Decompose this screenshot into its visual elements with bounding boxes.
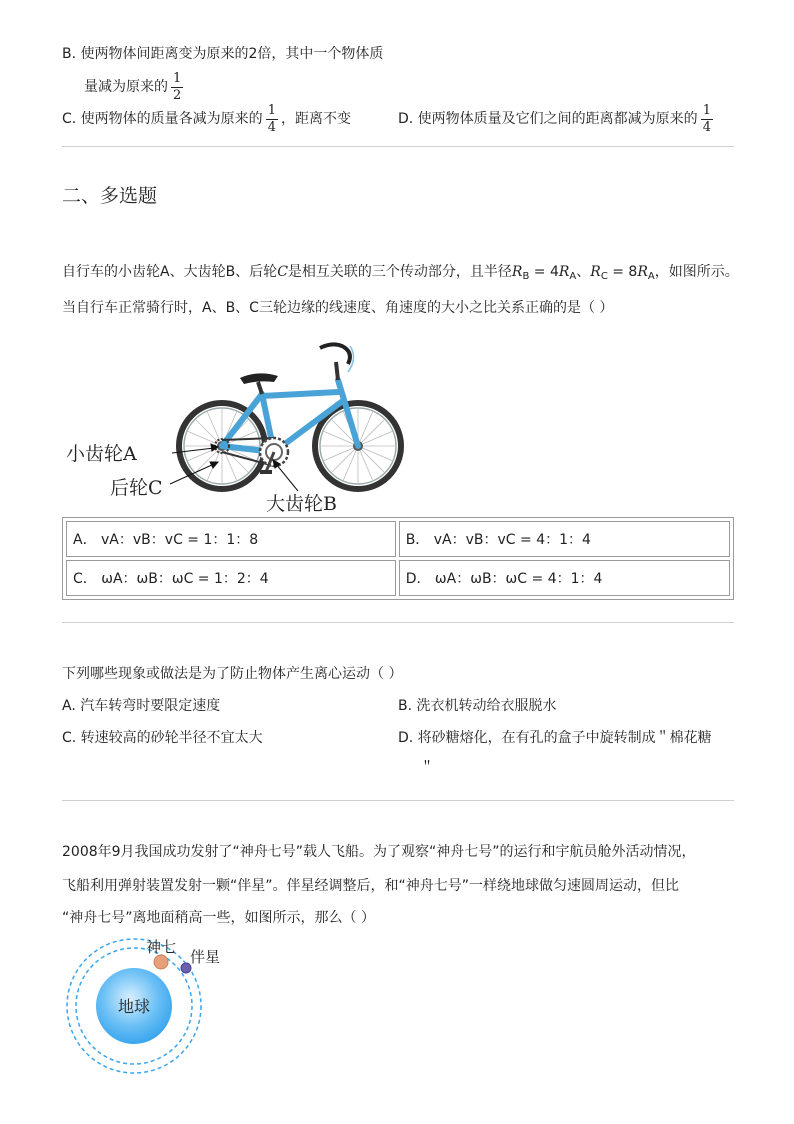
q1-option-c-fraction (266, 104, 278, 135)
equation-text: = 8 (607, 264, 638, 280)
handlebar (320, 344, 350, 364)
q1-option-c-text: C. 使两物体的质量各减为原来的 (62, 111, 263, 127)
stem-text: 是相互关联的三个传动部分，且半径 (287, 264, 512, 280)
fraction-numerator: 1 (702, 102, 711, 118)
q2-options-table (62, 517, 734, 600)
orbit-figure (62, 934, 242, 1084)
q3-option-c[interactable]: C. 转速较高的砂轮半径不宜太大 (62, 730, 263, 746)
radius-symbol: R (511, 264, 523, 280)
fraction-denominator: 4 (267, 119, 276, 135)
radius-subscript: A (647, 271, 655, 282)
fraction-denominator: 2 (173, 87, 182, 103)
q1-option-c-tail: ，距离不变 (280, 111, 351, 127)
radius-symbol: R (590, 264, 601, 280)
shenqi-label: 神七 (146, 938, 177, 956)
stem-text: 自行车的小齿轮A、大齿轮B、后轮 (62, 264, 278, 280)
stem (336, 362, 338, 380)
q3-option-a[interactable]: A. 汽车转弯时要限定速度 (62, 698, 221, 714)
q1-option-d-fraction (701, 104, 713, 135)
big-gear (260, 438, 288, 474)
equation-text: = 4 (529, 264, 559, 280)
q1-option-b-line1: B. 使两物体间距离变为原来的2倍，其中一个物体质 (62, 46, 384, 62)
q3-stem: 下列哪些现象或做法是为了防止物体产生离心运动（ ） (62, 666, 403, 682)
q1-option-b-line2 (84, 70, 186, 104)
fraction-numerator: 1 (267, 102, 276, 118)
q2-option-a[interactable]: A． vA：vB：vC = 1：1：8 (66, 521, 396, 557)
radius-symbol: R (558, 264, 570, 280)
table-row (66, 560, 730, 596)
seat-post (258, 382, 262, 394)
radius-subscript: B (522, 271, 530, 282)
radius-symbol: R (637, 264, 648, 280)
radius-subscript: C (600, 271, 608, 282)
separator: 、 (576, 264, 591, 280)
q1-option-b-text: 量减为原来的 (84, 79, 168, 95)
q2-option-c[interactable]: C． ωA：ωB：ωC = 1：2：4 (66, 560, 396, 596)
divider (62, 800, 734, 801)
q1-option-d-text: D. 使两物体质量及它们之间的距离都减为原来的 (398, 111, 698, 127)
q4-stem-line2: 飞船利用弹射装置发射一颗“伴星”。伴星经调整后，和“神舟七号”一样绕地球做匀速圆周运动，但比 (62, 878, 680, 894)
divider (62, 622, 734, 623)
companion-label: 伴星 (190, 948, 221, 966)
divider (62, 146, 734, 147)
section-title: 二、多选题 (62, 185, 158, 207)
q2-stem-line1 (62, 262, 739, 287)
bicycle-figure (62, 334, 412, 516)
q1-option-d (398, 101, 716, 137)
q1-option-b-fraction (171, 72, 183, 103)
q3-option-b[interactable]: B. 洗衣机转动给衣服脱水 (398, 698, 557, 714)
fraction-numerator: 1 (173, 70, 182, 86)
q2-option-d[interactable]: D． ωA：ωB：ωC = 4：1：4 (399, 560, 730, 596)
q2-option-b[interactable]: B． vA：vB：vC = 4：1：4 (399, 521, 730, 557)
label-big-gear: 大齿轮B (266, 493, 337, 515)
q4-stem-line3: “神舟七号”离地面稍高一些，如图所示，那么（ ） (62, 910, 375, 926)
q3-option-d-line2: ＂ (420, 760, 434, 776)
radius-subscript: A (569, 271, 577, 282)
label-small-gear: 小齿轮A (66, 443, 137, 465)
q3-option-d-line1[interactable]: D. 将砂糖熔化，在有孔的盒子中旋转制成＂棉花糖 (398, 730, 712, 746)
q2-stem-line2: 当自行车正常骑行时，A、B、C三轮边缘的线速度、角速度的大小之比关系正确的是（ ） (62, 300, 614, 316)
earth-label: 地球 (117, 997, 151, 1016)
table-row (66, 521, 730, 557)
shenqi-craft (154, 955, 168, 969)
label-rear-wheel: 后轮C (110, 477, 163, 499)
fraction-denominator: 4 (702, 119, 711, 135)
q1-option-c (62, 101, 351, 137)
bicycle-frame (222, 380, 358, 452)
stem-text: ，如图所示。 (654, 264, 739, 280)
q4-stem-line1: 2008年9月我国成功发射了“神舟七号”载人飞船。为了观察“神舟七号”的运行和宇航员舱外活动情况， (62, 844, 696, 860)
stem-var-c: C (277, 264, 288, 280)
